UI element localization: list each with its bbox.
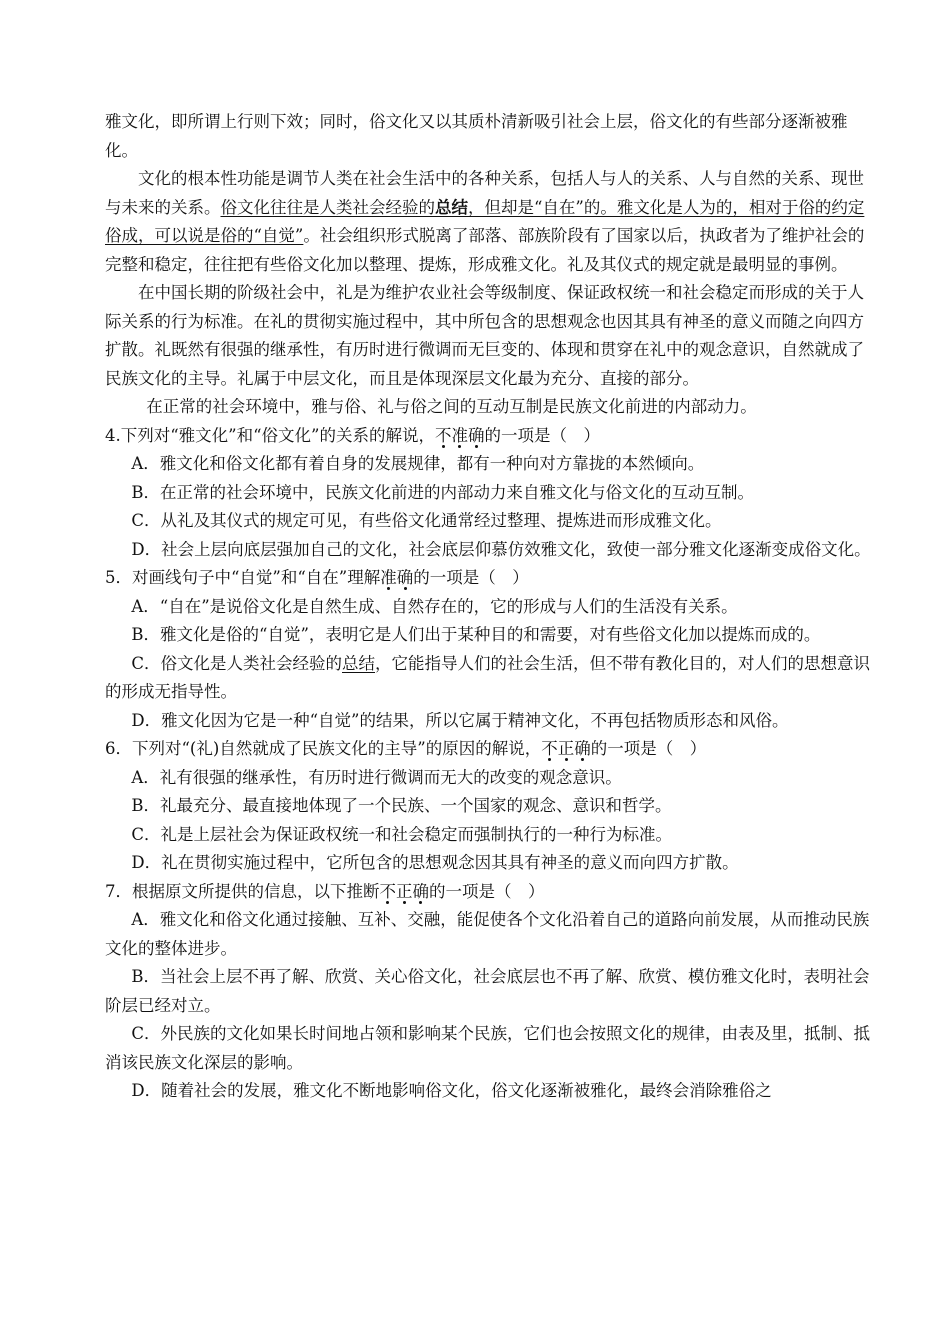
stem-text: 的一项是（ ） bbox=[413, 568, 529, 587]
question-7-stem bbox=[105, 878, 873, 907]
stem-text: 5．对画线句子中“自觉”和“自在”理解 bbox=[105, 568, 381, 587]
question-6-stem bbox=[105, 735, 873, 764]
question-6-option-b: B．礼最充分、最直接地体现了一个民族、一个国家的观念、意识和哲学。 bbox=[131, 796, 672, 815]
stem-text: 的一项是（ ） bbox=[484, 425, 600, 445]
passage-text: 文化的根本性功能是调节人类在社会生活中的各种关系，包括人与人的关系、人与自然的关系、现世与未来的关系。 bbox=[105, 169, 864, 217]
question-4-stem bbox=[105, 422, 873, 451]
question-5-option-d: D．雅文化因为它是一种“自觉”的结果，所以它属于精神文化，不再包括物质形态和风俗。 bbox=[131, 710, 789, 730]
emphasis-char: 不 bbox=[434, 425, 452, 445]
option-text: C．俗文化是人类社会经验的 bbox=[131, 653, 343, 673]
question-7-option-a: A．雅文化和俗文化通过接触、互补、交融，能促使各个文化沿着自己的道路向前发展，从而推动民族文化的整体进步。 bbox=[105, 910, 870, 958]
question-7-option-b: B．当社会上层不再了解、欣赏、关心俗文化，社会底层也不再了解、欣赏、模仿雅文化时，表明社会阶层已经对立。 bbox=[105, 967, 870, 1015]
passage-paragraph-1 bbox=[105, 165, 873, 279]
passage-paragraph-2: 在中国长期的阶级社会中，礼是为维护农业社会等级制度、保证政权统一和社会稳定而形成的关于人际关系的行为标准。在礼的贯彻实施过程中，其中所包含的思想观念也因其具有神圣的意义而随之向四方扩散。礼既然有很强的继承性，有历时进行微调而无巨变的、体现和贯穿在礼中的观念意识，自然就成了民族文化的主导。礼属于中层文化，而且是体现深层文化最为充分、直接的部分。 bbox=[105, 283, 864, 388]
question-6-option-d: D．礼在贯彻实施过程中，它所包含的思想观念因其具有神圣的意义而向四方扩散。 bbox=[131, 853, 739, 872]
question-6-option-a: A．礼有很强的继承性，有历时进行微调而无大的改变的观念意识。 bbox=[131, 767, 622, 787]
stem-text: 的一项是（ ） bbox=[590, 739, 707, 758]
emphasis-char: 正 bbox=[557, 739, 575, 758]
question-5-option-c bbox=[105, 650, 873, 707]
option-text: ，它能指导人们的社会生活，但不带有教化目的，对人们的思想意识的形成无指导性。 bbox=[105, 653, 871, 701]
question-4-option-d: D．社会上层向底层强加自己的文化，社会底层仰慕仿效雅文化，致使一部分雅文化逐渐变成俗文化。 bbox=[131, 539, 871, 559]
question-4-option-a: A．雅文化和俗文化都有着自身的发展规律，都有一种向对方靠拢的本然倾向。 bbox=[131, 454, 705, 473]
passage-paragraph-3: 在正常的社会环境中，雅与俗、礼与俗之间的互动互制是民族文化前进的内部动力。 bbox=[146, 397, 757, 416]
stem-text: 7．根据原文所提供的信息，以下推断 bbox=[105, 881, 380, 901]
emphasis-char: 确 bbox=[574, 739, 591, 758]
underlined-text: ，但却是“自在”的。雅文化是人为的，相对于俗的约定俗成，可以说是俗的“自觉” bbox=[105, 197, 865, 245]
emphasis-char: 不 bbox=[541, 739, 558, 758]
emphasis-char: 准 bbox=[451, 425, 468, 445]
question-4-option-c: C．从礼及其仪式的规定可见，有些俗文化通常经过整理、提炼进而形成雅文化。 bbox=[131, 511, 722, 530]
question-6-option-c: C．礼是上层社会为保证政权统一和社会稳定而强制执行的一种行为标准。 bbox=[131, 824, 673, 844]
passage-text: 。社会组织形式脱离了部落、部族阶段有了国家以后，执政者为了维护社会的完整和稳定，往往把有些俗文化加以整理、提炼，形成雅文化。礼及其仪式的规定就是最明显的事例。 bbox=[105, 226, 865, 274]
bold-word: 总结 bbox=[435, 197, 468, 217]
emphasis-char: 准 bbox=[380, 568, 397, 587]
stem-text: 4.下列对“雅文化”和“俗文化”的关系的解说， bbox=[105, 425, 435, 445]
passage-paragraph-0: 雅文化，即所谓上行则下效；同时，俗文化又以其质朴清新吸引社会上层，俗文化的有些部分逐渐被雅化。 bbox=[105, 112, 848, 160]
question-5-option-a: A．“自在”是说俗文化是自然生成、自然存在的，它的形成与人们的生活没有关系。 bbox=[131, 596, 738, 616]
emphasis-char: 确 bbox=[412, 881, 429, 901]
question-5-stem bbox=[105, 564, 873, 593]
emphasis-char: 确 bbox=[396, 568, 414, 587]
emphasis-char: 正 bbox=[396, 881, 413, 901]
underlined-text: 俗文化往往是人类社会经验的 bbox=[220, 197, 435, 217]
question-7-option-d: D．随着社会的发展，雅文化不断地影响俗文化，俗文化逐渐被雅化，最终会消除雅俗之 bbox=[131, 1081, 772, 1100]
underlined-word: 总结 bbox=[342, 653, 376, 673]
emphasis-char: 确 bbox=[467, 425, 485, 445]
question-7-option-c: C．外民族的文化如果长时间地占领和影响某个民族，它们也会按照文化的规律，由表及里，抵制、抵消该民族文化深层的影响。 bbox=[105, 1024, 871, 1072]
emphasis-char: 不 bbox=[379, 881, 396, 901]
stem-text: 的一项是（ ） bbox=[429, 881, 545, 901]
question-4-option-b: B．在正常的社会环境中，民族文化前进的内部动力来自雅文化与俗文化的互动互制。 bbox=[131, 482, 755, 502]
question-5-option-b: B．雅文化是俗的“自觉”，表明它是人们出于某种目的和需要，对有些俗文化加以提炼而成的。 bbox=[131, 625, 821, 644]
stem-text: 6．下列对“(礼)自然就成了民族文化的主导”的原因的解说， bbox=[105, 739, 542, 758]
document-page bbox=[105, 108, 873, 1106]
